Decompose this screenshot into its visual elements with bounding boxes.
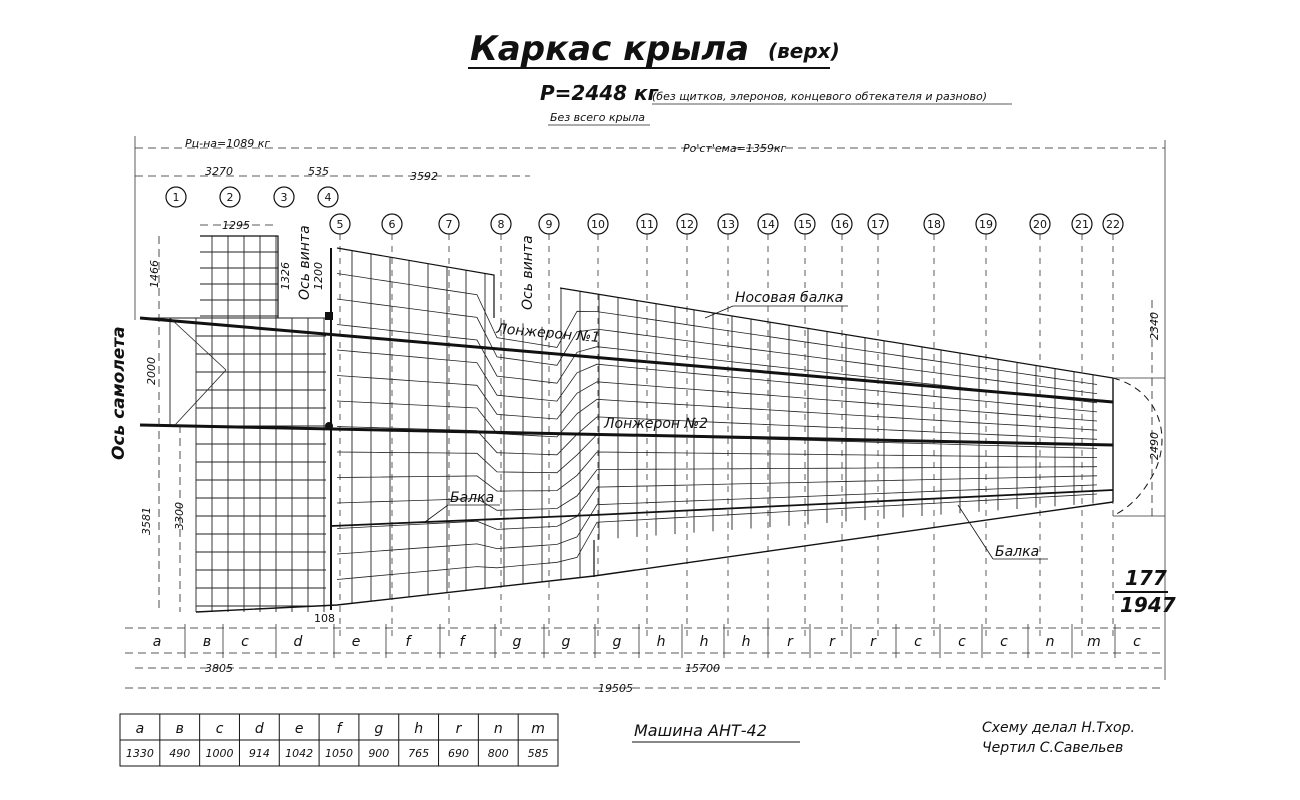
table-header-cell: g <box>374 721 384 737</box>
dim-1295: 1295 <box>222 219 250 232</box>
nose-beam-label: Носовая балка <box>735 290 844 306</box>
credits-drawn-by: Чертил С.Савельев <box>982 740 1124 756</box>
table-value-cell: 1042 <box>285 747 314 760</box>
rib-number-21: 21 <box>1075 218 1089 231</box>
machine-name: Машина АНТ-42 <box>634 721 767 740</box>
table-header-cell: m <box>531 721 545 737</box>
station-letter: e <box>351 634 361 650</box>
rib-number-3: 3 <box>280 191 288 204</box>
rib-number-10: 10 <box>591 218 605 231</box>
rib-number-12: 12 <box>680 218 694 231</box>
table-value-cell: 765 <box>408 747 430 760</box>
rib-number-13: 13 <box>721 218 735 231</box>
table-header-cell: a <box>135 721 145 737</box>
table-header-cell: e <box>294 721 304 737</box>
spar-2-label: Лонжерон №2 <box>604 416 708 432</box>
rib-number-11: 11 <box>640 218 654 231</box>
dim-3592: 3592 <box>410 170 438 183</box>
station-letter: в <box>202 634 212 650</box>
station-letter: r <box>829 634 835 650</box>
table-value-cell: 914 <box>248 747 270 760</box>
dim-2000: 2000 <box>145 357 158 385</box>
station-letter: h <box>656 634 666 650</box>
rib-number-6: 6 <box>388 218 396 231</box>
rib-number-2: 2 <box>226 191 234 204</box>
table-value-cell: 900 <box>368 747 390 760</box>
drawing-title: Каркас крыла <box>470 29 750 69</box>
station-letter: c <box>958 634 966 650</box>
dim-15700: 15700 <box>685 662 720 675</box>
spar-1-label: Лонжерон №1 <box>495 321 601 347</box>
rib-number-16: 16 <box>835 218 849 231</box>
outer-beam-label: Балка <box>995 544 1040 560</box>
table-header-cell: f <box>336 721 342 737</box>
table-header-cell: n <box>493 721 503 737</box>
table-header-cell: d <box>254 721 264 737</box>
station-letter: m <box>1087 634 1101 650</box>
station-letter: g <box>512 634 522 650</box>
dim-108: 108 <box>314 612 335 625</box>
table-value-cell: 1330 <box>125 747 154 760</box>
table-header-cell: c <box>215 721 224 737</box>
drawing-title-suffix: (верх) <box>768 39 840 63</box>
weight-formula: P=2448 кг <box>540 81 659 105</box>
station-letter: g <box>561 634 571 650</box>
station-letter: r <box>787 634 793 650</box>
drawing-number-top: 177 <box>1125 566 1167 590</box>
station-letter: c <box>1000 634 1008 650</box>
station-letter: h <box>741 634 751 650</box>
drawing-number-bottom: 1947 <box>1120 593 1176 617</box>
station-letter: c <box>914 634 922 650</box>
dim-535: 535 <box>308 165 329 178</box>
table-header-cell: r <box>455 721 462 737</box>
rib-number-1: 1 <box>172 191 180 204</box>
spar-1-line <box>140 318 1113 402</box>
station-letter: r <box>870 634 876 650</box>
propeller-axis-label-2: Ось винта <box>520 235 536 310</box>
propeller-axis-label-1: Ось винта <box>297 225 313 300</box>
station-letter: c <box>1133 634 1141 650</box>
bottom-dimensions <box>125 662 1165 695</box>
weight-note-2: Без всего крыла <box>550 111 646 124</box>
rib-number-5: 5 <box>336 218 344 231</box>
dim-2490: 2490 <box>1148 432 1161 460</box>
rib-number-20: 20 <box>1033 218 1047 231</box>
dim-3805: 3805 <box>205 662 233 675</box>
dim-3270: 3270 <box>205 165 233 178</box>
table-value-cell: 490 <box>169 747 191 760</box>
dim-1466: 1466 <box>148 260 161 288</box>
rib-number-18: 18 <box>927 218 941 231</box>
table-header-cell: в <box>175 721 184 737</box>
station-letter: c <box>241 634 249 650</box>
dim-19505: 19505 <box>598 682 633 695</box>
rib-number-22: 22 <box>1106 218 1120 231</box>
station-letter: h <box>699 634 709 650</box>
inner-beam-label: Балка <box>450 490 495 506</box>
station-letter: g <box>612 634 622 650</box>
rib-number-9: 9 <box>545 218 553 231</box>
center-section-weight: Рц-на=1089 кг <box>185 137 271 150</box>
dim-3300: 3300 <box>173 502 186 530</box>
table-value-cell: 585 <box>527 747 549 760</box>
rib-spacing-table <box>120 714 558 766</box>
dim-1326: 1326 <box>279 262 292 290</box>
weight-note: (без щитков, элеронов, концевого обтекателя и разново) <box>652 90 987 103</box>
station-letter: d <box>293 634 303 650</box>
dim-3581: 3581 <box>140 507 153 535</box>
table-value-cell: 1000 <box>205 747 234 760</box>
rib-number-15: 15 <box>798 218 812 231</box>
station-letter: n <box>1045 634 1055 650</box>
station-letter: f <box>459 634 465 650</box>
aircraft-axis-label: Ось самолета <box>109 326 129 460</box>
rib-number-7: 7 <box>445 218 453 231</box>
table-value-cell: 690 <box>447 747 469 760</box>
station-letter: a <box>152 634 162 650</box>
station-letter: f <box>405 634 411 650</box>
outer-section-weight: Ро'ст'ема=1359кг <box>683 142 787 155</box>
rib-number-17: 17 <box>871 218 885 231</box>
table-value-cell: 800 <box>487 747 509 760</box>
rib-number-8: 8 <box>497 218 505 231</box>
table-value-cell: 1050 <box>325 747 353 760</box>
rib-number-19: 19 <box>979 218 993 231</box>
dim-1200: 1200 <box>312 262 325 290</box>
rib-number-14: 14 <box>761 218 775 231</box>
dim-2340: 2340 <box>1148 312 1161 340</box>
rib-number-4: 4 <box>324 191 332 204</box>
credits-designed-by: Схему делал Н.Тхор. <box>982 720 1135 736</box>
table-header-cell: h <box>414 721 424 737</box>
